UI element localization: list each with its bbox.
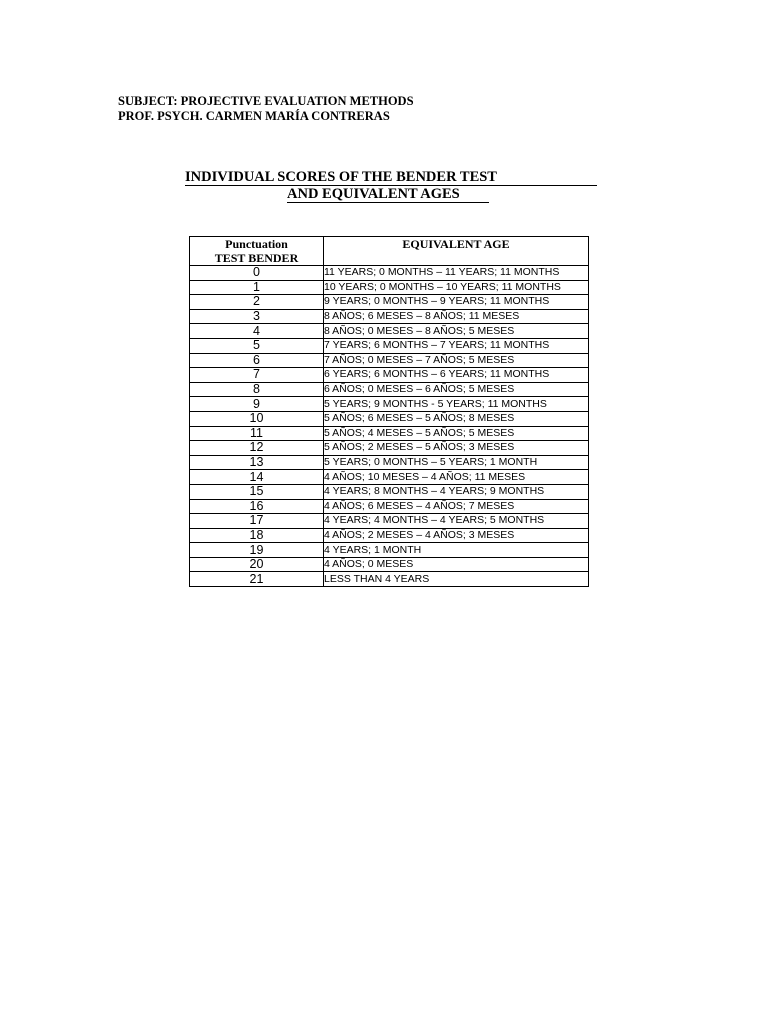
subject-line: SUBJECT: PROJECTIVE EVALUATION METHODS [118,94,414,108]
table-row [190,441,589,456]
equivalent-age-cell: 5 AÑOS; 2 MESES – 5 AÑOS; 3 MESES [324,441,589,456]
equivalent-age-cell: 5 YEARS; 9 MONTHS - 5 YEARS; 11 MONTHS [324,397,589,412]
table-row [190,572,589,587]
table-row [190,309,589,324]
table-row [190,470,589,485]
score-cell: 18 [190,528,324,543]
score-cell: 4 [190,324,324,339]
punctuation-column-header [190,237,324,266]
score-cell: 3 [190,309,324,324]
score-cell: 9 [190,397,324,412]
equivalent-age-cell: 8 AÑOS; 6 MESES – 8 AÑOS; 11 MESES [324,309,589,324]
scores-table [189,236,589,587]
document-header [118,94,414,123]
score-cell: 20 [190,557,324,572]
equivalent-age-cell: LESS THAN 4 YEARS [324,572,589,587]
professor-line: PROF. PSYCH. CARMEN MARÍA CONTRERAS [118,108,390,123]
equivalent-age-cell: 8 AÑOS; 0 MESES – 8 AÑOS; 5 MESES [324,324,589,339]
table-row [190,543,589,558]
equivalent-age-cell: 11 YEARS; 0 MONTHS – 11 YEARS; 11 MONTHS [324,266,589,281]
score-cell: 7 [190,368,324,383]
title-line-2: AND EQUIVALENT AGES [287,186,489,203]
score-cell: 19 [190,543,324,558]
score-cell: 1 [190,280,324,295]
equivalent-age-cell: 4 YEARS; 8 MONTHS – 4 YEARS; 9 MONTHS [324,484,589,499]
equivalent-age-cell: 4 AÑOS; 10 MESES – 4 AÑOS; 11 MESES [324,470,589,485]
punctuation-header-line2: TEST BENDER [214,251,299,265]
equivalent-age-cell: 5 YEARS; 0 MONTHS – 5 YEARS; 1 MONTH [324,455,589,470]
table-row [190,557,589,572]
table-row [190,382,589,397]
equivalent-age-cell: 4 AÑOS; 6 MESES – 4 AÑOS; 7 MESES [324,499,589,514]
table-row [190,455,589,470]
score-cell: 0 [190,266,324,281]
table-row [190,484,589,499]
equivalent-age-cell: 6 YEARS; 6 MONTHS – 6 YEARS; 11 MONTHS [324,368,589,383]
table-row [190,280,589,295]
table-row [190,514,589,529]
score-cell: 10 [190,411,324,426]
equivalent-age-cell: 7 YEARS; 6 MONTHS – 7 YEARS; 11 MONTHS [324,338,589,353]
score-cell: 13 [190,455,324,470]
equivalent-age-cell: 10 YEARS; 0 MONTHS – 10 YEARS; 11 MONTHS [324,280,589,295]
title-line-1: INDIVIDUAL SCORES OF THE BENDER TEST [185,169,597,186]
table-header-row [190,237,589,266]
table-row [190,324,589,339]
score-cell: 14 [190,470,324,485]
equivalent-age-cell: 4 YEARS; 1 MONTH [324,543,589,558]
punctuation-header-line1: Punctuation [225,237,288,251]
equivalent-age-cell: 4 AÑOS; 2 MESES – 4 AÑOS; 3 MESES [324,528,589,543]
score-cell: 2 [190,295,324,310]
table-row [190,353,589,368]
score-cell: 12 [190,441,324,456]
score-cell: 6 [190,353,324,368]
equivalent-age-cell: 6 AÑOS; 0 MESES – 6 AÑOS; 5 MESES [324,382,589,397]
table-body [190,266,589,587]
table-row [190,266,589,281]
table-row [190,411,589,426]
score-cell: 16 [190,499,324,514]
table-row [190,295,589,310]
equivalent-age-cell: 5 AÑOS; 4 MESES – 5 AÑOS; 5 MESES [324,426,589,441]
table-row [190,368,589,383]
score-cell: 5 [190,338,324,353]
equivalent-age-cell: 9 YEARS; 0 MONTHS – 9 YEARS; 11 MONTHS [324,295,589,310]
equivalent-age-cell: 7 AÑOS; 0 MESES – 7 AÑOS; 5 MESES [324,353,589,368]
score-cell: 15 [190,484,324,499]
score-cell: 21 [190,572,324,587]
score-cell: 11 [190,426,324,441]
table-row [190,499,589,514]
score-cell: 17 [190,514,324,529]
equivalent-age-cell: 4 YEARS; 4 MONTHS – 4 YEARS; 5 MONTHS [324,514,589,529]
table-row [190,528,589,543]
equivalent-age-column-header: EQUIVALENT AGE [324,237,589,266]
equivalent-age-cell: 4 AÑOS; 0 MESES [324,557,589,572]
table-row [190,338,589,353]
table-row [190,426,589,441]
equivalent-age-cell: 5 AÑOS; 6 MESES – 5 AÑOS; 8 MESES [324,411,589,426]
table-row [190,397,589,412]
score-cell: 8 [190,382,324,397]
